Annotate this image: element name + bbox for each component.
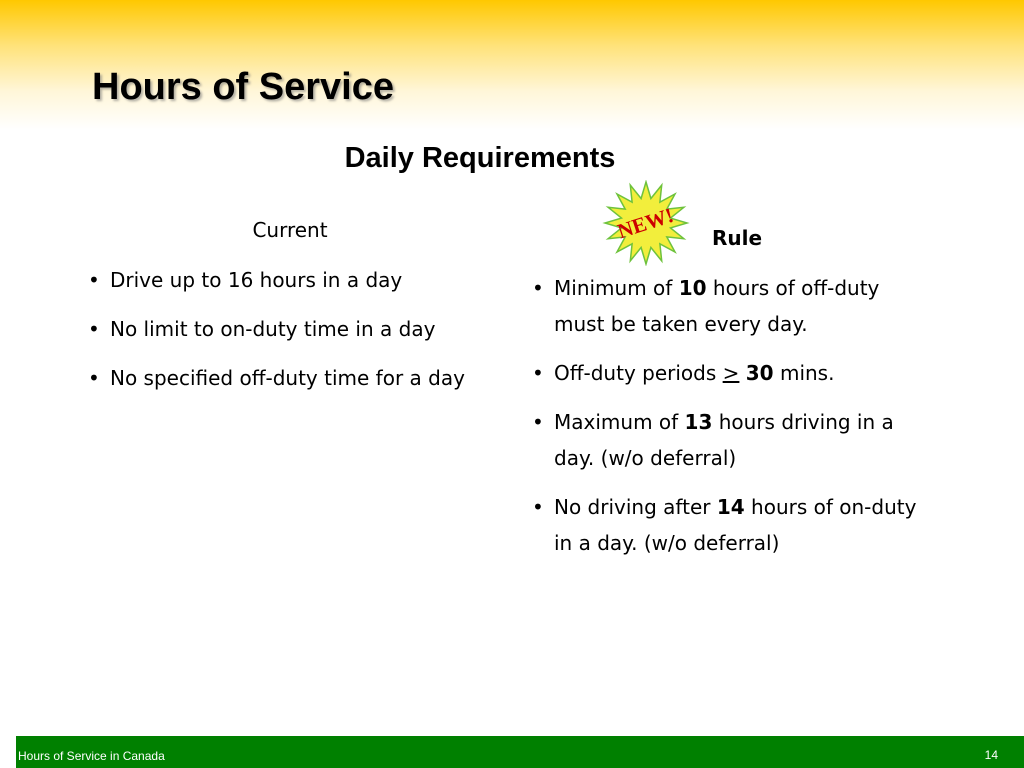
- rule-text: hours driving in a day. (w/o deferral): [554, 410, 894, 470]
- rule-text: Minimum of: [554, 276, 679, 300]
- rule-symbol: >: [722, 361, 740, 385]
- rule-emphasis: 14: [716, 495, 745, 519]
- slide-subtitle: Daily Requirements: [344, 142, 616, 174]
- new-rule-item: [530, 270, 930, 342]
- current-rule-item: • No specified off-duty time for a day: [86, 360, 496, 396]
- page-number: 14: [984, 748, 998, 762]
- rule-text: mins.: [773, 361, 835, 385]
- rule-text: Off-duty periods: [554, 361, 723, 385]
- current-rules-list: [86, 262, 496, 409]
- new-badge-text: NEW!: [614, 202, 677, 244]
- rule-text: No driving after: [554, 495, 717, 519]
- new-rule-item: [530, 355, 930, 391]
- rule-emphasis: 30: [745, 361, 774, 385]
- new-rules-list: [530, 270, 930, 574]
- footer-bar: [16, 736, 1024, 768]
- header-gradient-band: [0, 0, 1024, 130]
- current-column-heading: Current: [252, 218, 328, 242]
- rule-emphasis: 10: [678, 276, 707, 300]
- slide-title: Hours of Service: [92, 66, 394, 108]
- rule-text: hours of on-duty in a day. (w/o deferral): [554, 495, 917, 555]
- footer-title: Hours of Service in Canada: [18, 749, 165, 763]
- current-rule-item: • No limit to on-duty time in a day: [86, 311, 496, 347]
- rule-column-heading: Rule: [712, 226, 763, 250]
- current-rule-item: • Drive up to 16 hours in a day: [86, 262, 496, 298]
- new-rule-item: [530, 489, 930, 561]
- new-starburst-icon: [598, 180, 694, 266]
- new-rule-item: [530, 404, 930, 476]
- rule-text: Maximum of: [554, 410, 685, 434]
- rule-emphasis: 13: [684, 410, 713, 434]
- rule-text: hours of off-duty must be taken every day.: [554, 276, 880, 336]
